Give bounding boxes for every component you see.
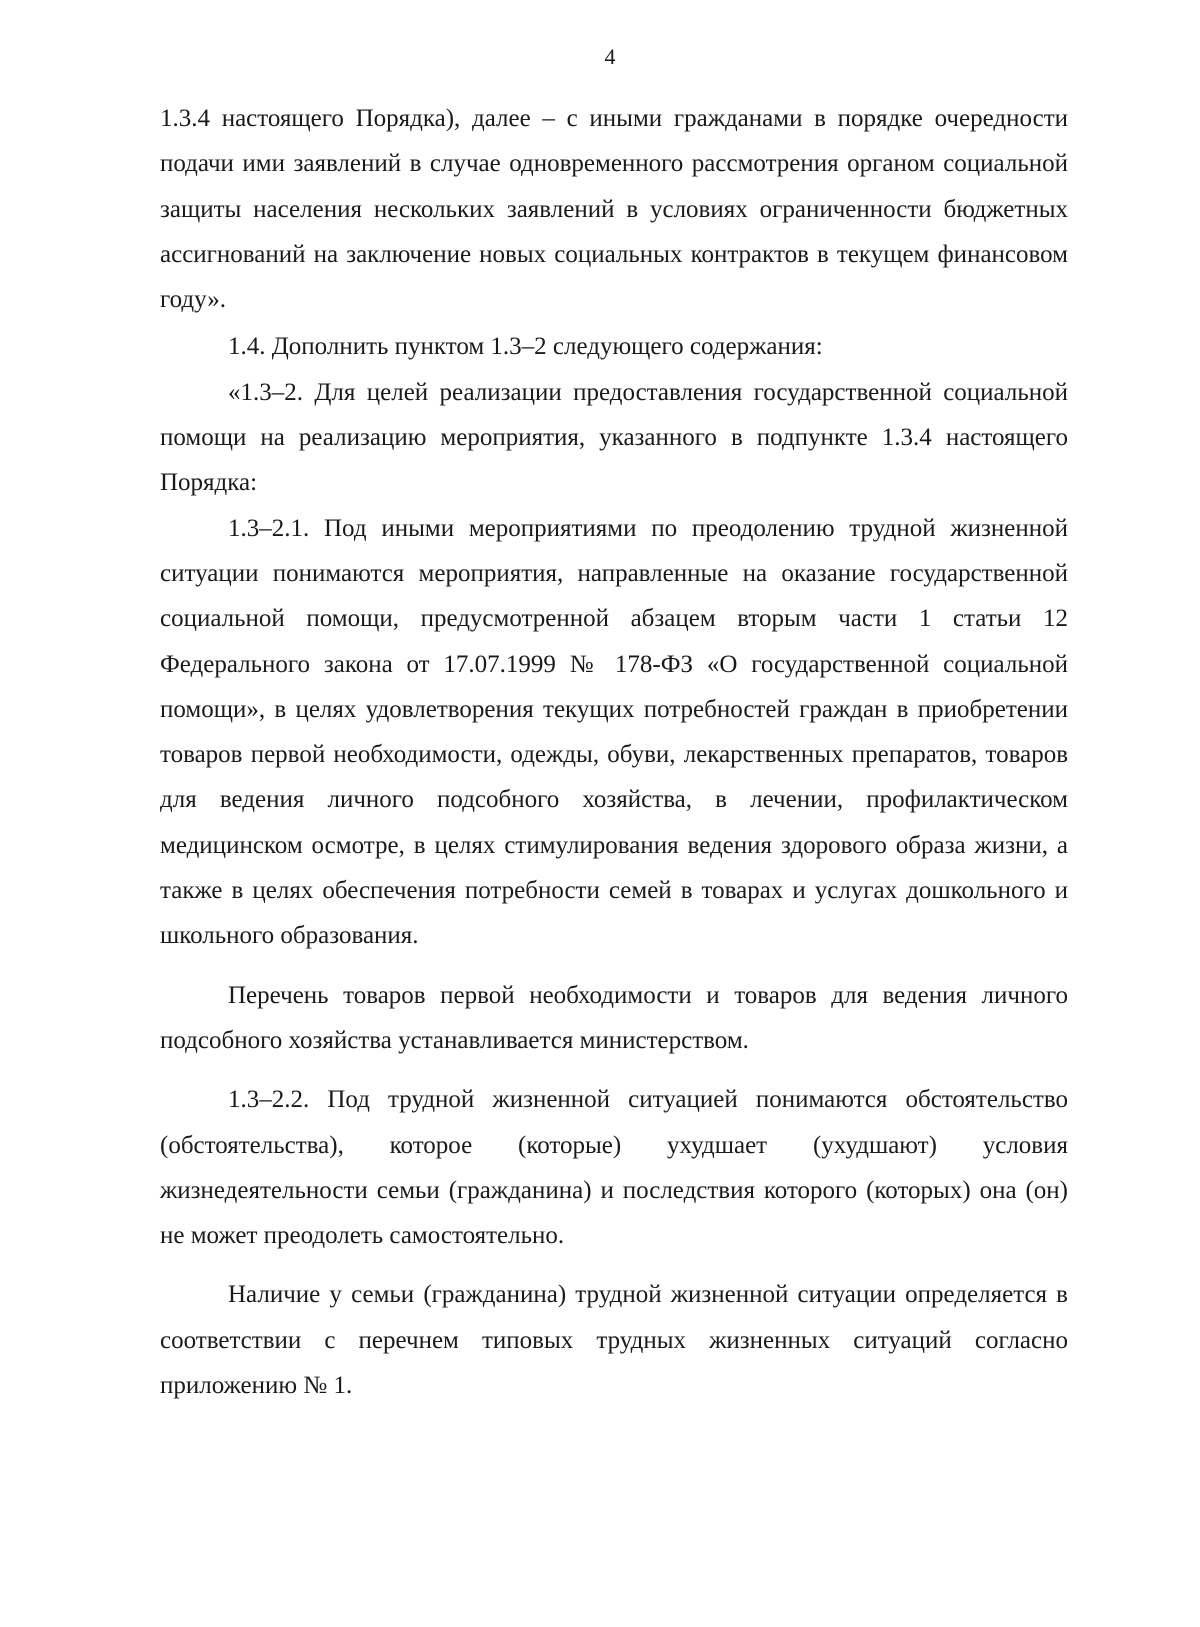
page-number: 4 <box>604 44 616 69</box>
document-body <box>160 96 1068 1408</box>
paragraph-goods-list: Перечень товаров первой необходимости и товаров для ведения личного подсобного хозяйства устанавливается министерством. <box>160 981 1068 1054</box>
paragraph-1-3-2-1: 1.3–2.1. Под иными мероприятиями по преодолению трудной жизненной ситуации понимаются мероприятия, направленные на оказание государственной социальной помощи, предусмотренной абзацем вторым части 1 статьи 12 Федерального закона от 17.07.1999 № 178-ФЗ «О государственной социальной помощи», в целях удовлетворения текущих потребностей граждан в приобретении товаров первой необходимости, одежды, обуви, лекарственных препаратов, товаров для ведения личного подсобного хозяйства, в лечении, профилактическом медицинском осмотре, в целях стимулирования ведения здорового образа жизни, а также в целях обеспечения потребности семей в товарах и услугах дошкольного и школьного образования. <box>160 514 1068 950</box>
paragraph-situation-determination: Наличие у семьи (гражданина) трудной жизненной ситуации определяется в соответствии с перечнем типовых трудных жизненных ситуаций согласно приложению № 1. <box>160 1281 1068 1400</box>
paragraph-1-3-2: «1.3–2. Для целей реализации предоставления государственной социальной помощи на реализацию мероприятия, указанного в подпункте 1.3.4 настоящего Порядка: <box>160 378 1068 497</box>
paragraph-1-4: 1.4. Дополнить пунктом 1.3–2 следующего содержания: <box>228 333 823 361</box>
paragraph-continuation: 1.3.4 настоящего Порядка), далее – с иными гражданами в порядке очередности подачи ими заявлений в случае одновременного рассмотрения органом социальной защиты населения нескольких заявлений в условиях ограниченности бюджетных ассигнований на заключение новых социальных контрактов в текущем финансовом году». <box>160 105 1068 314</box>
paragraph-1-3-2-2: 1.3–2.2. Под трудной жизненной ситуацией понимаются обстоятельство (обстоятельства), которое (которые) ухудшает (ухудшают) условия жизнедеятельности семьи (гражданина) и последствия которого (которых) она (он) не может преодолеть самостоятельно. <box>160 1086 1068 1250</box>
